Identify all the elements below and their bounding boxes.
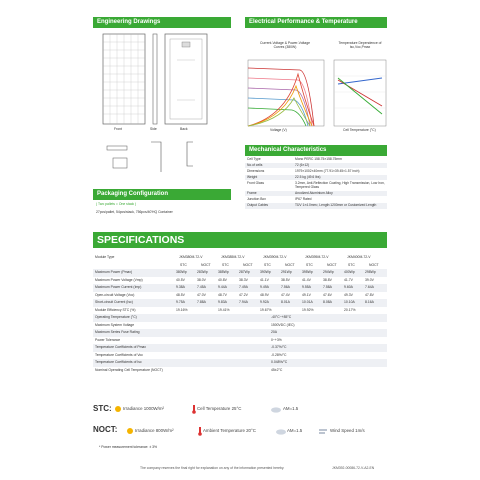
wind-icon (318, 427, 330, 435)
spec-row (93, 329, 387, 337)
spec-value: 47.4V (281, 292, 290, 297)
module-type-label: Module Type (95, 255, 115, 259)
spec-value: 400Wp (344, 270, 355, 274)
stc-label: STC: (93, 404, 112, 413)
mechanical-label: Dimensions (247, 169, 265, 173)
mechanical-label: Cell Type (247, 157, 261, 161)
spec-row (93, 337, 387, 345)
spec-value: 9.75A (176, 300, 185, 304)
spec-value: 38.5V (281, 277, 290, 282)
spec-label: Operating Temperature (°C) (95, 315, 137, 319)
condition-label: STC (306, 262, 313, 267)
condition-label: NOCT (327, 262, 337, 267)
mechanical-value: Mono PERC 158.75×158.75mm (295, 157, 342, 161)
spec-value: 47.0V (197, 292, 206, 297)
mechanical-row (245, 191, 387, 196)
specifications-table (93, 254, 387, 389)
spec-label: Maximum Power Current (Imp) (95, 285, 142, 289)
spec-value: 380Wp (176, 270, 187, 274)
spec-label: Maximum Power (Pmax) (95, 270, 133, 274)
spec-value: 45±2°C (271, 367, 283, 372)
spec-label: Power Tolerance (95, 337, 121, 342)
spec-label: Module Efficiency STC (%) (95, 307, 136, 312)
spec-subheader-row (93, 262, 387, 270)
cloud-icon (270, 405, 282, 413)
spec-value: 48.7V (218, 292, 227, 297)
side-label: Side (150, 127, 157, 131)
front-label: Front (114, 127, 122, 131)
engineering-drawing (93, 30, 233, 210)
mechanical-row (245, 203, 387, 209)
spec-value: 0~+3% (271, 337, 282, 342)
spec-value: 38.3V (239, 277, 248, 282)
spec-row (93, 277, 387, 285)
sun-icon (125, 426, 135, 436)
electrical-header: Electrical Performance & Temperature Dependence (245, 17, 387, 28)
model-name: JKM385M-72-V (221, 255, 245, 259)
model-name: JKM380M-72-V (179, 255, 203, 259)
spec-value: 298Wp (365, 270, 376, 274)
mechanical-label: Output Cables (247, 203, 269, 207)
mechanical-value: IP67 Rated (295, 197, 312, 201)
packaging-header: Packaging Configuration (93, 189, 231, 200)
spec-value: 49.3V (344, 292, 353, 297)
spec-value: 41.4V (302, 277, 311, 282)
spec-value: 9.55A (302, 285, 311, 289)
noct-label: NOCT: (93, 425, 118, 434)
noct-ambient-temp: Ambient Temperature 20°C (203, 428, 256, 433)
footer-text: The company reserves the final right for explanation on any of the information presented hereby. (140, 466, 285, 470)
spec-value: 7.56A (281, 285, 290, 289)
engineering-header: Engineering Drawings (93, 17, 231, 28)
spec-value: 0.048%/°C (271, 360, 288, 364)
spec-value: 9.44A (218, 285, 227, 289)
cloud-icon (275, 427, 287, 435)
spec-value: 38.0V (197, 277, 206, 282)
mechanical-row (245, 169, 387, 174)
condition-label: NOCT (369, 262, 379, 267)
spec-row (93, 284, 387, 292)
spec-value: 49.1V (302, 292, 311, 297)
mechanical-value: 22.5 kg (49.6 lbs) (295, 175, 321, 179)
temp-chart-title: Temperature Dependence of Isc,Voc,Pmax (338, 41, 382, 50)
spec-value: -0.28%/°C (271, 352, 287, 357)
spec-row (93, 352, 387, 360)
spec-value: 8.08A (323, 300, 332, 304)
model-name: JKM395M-72-V (305, 255, 329, 259)
spec-label: Temperature Coefficients of Voc (95, 352, 143, 357)
spec-value: 7.58A (323, 285, 332, 289)
spec-value: 47.2V (239, 292, 248, 297)
spec-value: 7.64A (365, 285, 374, 289)
condition-label: STC (264, 262, 271, 267)
spec-value: 40.5V (176, 277, 185, 282)
packaging-subheader: ( Two pallets = One stack ) (96, 202, 137, 206)
mechanical-row (245, 175, 387, 180)
mechanical-value: 3.2mm, Anti-Reflection Coating, High Transmission, Low Iron, Tempered Glass (295, 181, 385, 189)
spec-value: 10.01A (302, 300, 313, 304)
spec-value: 48.9V (260, 292, 269, 297)
spec-row (93, 314, 387, 322)
spec-value: 8.16A (365, 300, 374, 304)
spec-value: 1500VDC (IEC) (271, 322, 295, 327)
spec-value: 19.16% (176, 307, 188, 312)
packaging-text: 27pcs/pallet, 54pcs/stack, 756pcs/40'HQ Container (96, 210, 173, 214)
spec-value: 390Wp (260, 270, 271, 274)
stc-cell-temp: Cell Temperature 25°C (197, 406, 242, 411)
mechanical-value: TÜV 1×4.0mm², Length:1200mm or Customized Length (295, 203, 377, 207)
spec-row (93, 269, 387, 277)
temp-xlabel: Cell Temperature (°C) (343, 128, 376, 132)
mechanical-value: 1979×1002×40mm (77.91×39.45×1.57 inch) (295, 169, 360, 173)
spec-value: 294Wp (323, 270, 334, 274)
spec-value: 9.92A (260, 300, 269, 304)
spec-value: 8.01A (281, 300, 290, 304)
spec-label: Nominal Operating Cell Temperature (NOCT) (95, 367, 163, 372)
mechanical-label: Frame (247, 191, 257, 195)
mechanical-row (245, 181, 387, 190)
spec-value: 395Wp (302, 270, 313, 274)
iv-chart-title: Current-Voltage & Power-Voltage Curves (380W) (260, 41, 310, 50)
mechanical-label: No.of cells (247, 163, 263, 167)
spec-value: 7.45A (197, 285, 206, 289)
condition-label: STC (222, 262, 229, 267)
mechanical-label: Front Glass (247, 181, 265, 185)
spec-value: 19.41% (218, 307, 230, 312)
spec-value: 9.83A (218, 300, 227, 304)
spec-value: 10.10A (344, 300, 355, 304)
mechanical-row (245, 157, 387, 162)
spec-value: 287Wp (239, 270, 250, 274)
iv-chart (246, 58, 326, 128)
spec-value: 20.17% (344, 307, 356, 312)
spec-row (93, 367, 387, 375)
temp-chart (332, 58, 388, 128)
model-name: JKM390M-72-V (263, 255, 287, 259)
stc-am: AM=1.5 (283, 406, 299, 411)
spec-value: 385Wp (218, 270, 229, 274)
condition-label: NOCT (201, 262, 211, 267)
mechanical-value: 72 (6×12) (295, 163, 310, 167)
mechanical-value: Anodized Aluminium Alloy (295, 191, 333, 195)
spec-value: 40.8V (218, 277, 227, 282)
spec-value: 291Wp (281, 270, 292, 274)
condition-label: NOCT (243, 262, 253, 267)
spec-row (93, 359, 387, 367)
spec-label: Temperature Coefficients of Isc (95, 360, 142, 364)
spec-header-row (93, 254, 387, 262)
spec-value: 41.7V (344, 277, 353, 282)
spec-label: Maximum Series Fuse Rating (95, 330, 140, 334)
spec-row (93, 292, 387, 300)
condition-label: NOCT (285, 262, 295, 267)
spec-value: 19.92% (302, 307, 314, 312)
spec-row (93, 344, 387, 352)
spec-value: 9.49A (260, 285, 269, 289)
noct-wind: Wind Speed 1m/s (330, 428, 365, 433)
mechanical-label: Weight (247, 175, 258, 179)
spec-value: 7.88A (197, 300, 206, 304)
stc-irradiance: Irradiance 1000W/m² (123, 406, 164, 411)
sun-icon (113, 404, 123, 414)
spec-value: 48.5V (176, 292, 185, 297)
mechanical-table (245, 157, 387, 219)
spec-label: Temperature Coefficients of Pmax (95, 345, 147, 349)
spec-value: 9.38A (176, 285, 185, 289)
specifications-title: SPECIFICATIONS (97, 234, 185, 246)
spec-row (93, 307, 387, 315)
power-tolerance-note: * Power measurement tolerance: ± 3% (99, 445, 158, 449)
spec-row (93, 299, 387, 307)
condition-label: STC (348, 262, 355, 267)
mechanical-row (245, 163, 387, 168)
spec-value: 41.1V (260, 277, 269, 282)
spec-value: 19.67% (260, 307, 272, 312)
mechanical-label: Junction Box (247, 197, 266, 201)
back-label: Back (180, 127, 188, 131)
spec-value: 7.94A (239, 300, 248, 304)
spec-value: 47.6V (323, 292, 332, 297)
spec-value: -40°C~+85°C (271, 315, 292, 319)
iv-xlabel: Voltage (V) (270, 128, 287, 132)
spec-label: Maximum Power Voltage (Vmp) (95, 277, 143, 282)
mechanical-header: Mechanical Characteristics (245, 145, 387, 156)
condition-label: STC (180, 262, 187, 267)
spec-label: Maximum System Voltage (95, 322, 135, 327)
spec-value: 9.60A (344, 285, 353, 289)
spec-value: 38.8V (323, 277, 332, 282)
noct-am: AM=1.5 (287, 428, 303, 433)
spec-label: Short-circuit Current (Isc) (95, 300, 133, 304)
spec-value: 20A (271, 330, 278, 334)
spec-row (93, 322, 387, 330)
spec-value: 7.49A (239, 285, 248, 289)
noct-irradiance: Irradiance 800W/m² (135, 428, 174, 433)
spec-value: -0.37%/°C (271, 345, 287, 349)
spec-value: 39.0V (365, 277, 374, 282)
spec-label: Open-circuit Voltage (Voc) (95, 292, 135, 297)
spec-value: 47.8V (365, 292, 374, 297)
footer-code: JKM392-00086-72-V-A2-EN (332, 466, 375, 470)
spec-value: 283Wp (197, 270, 208, 274)
model-name: JKM400M-72-V (347, 255, 371, 259)
mechanical-row (245, 197, 387, 202)
